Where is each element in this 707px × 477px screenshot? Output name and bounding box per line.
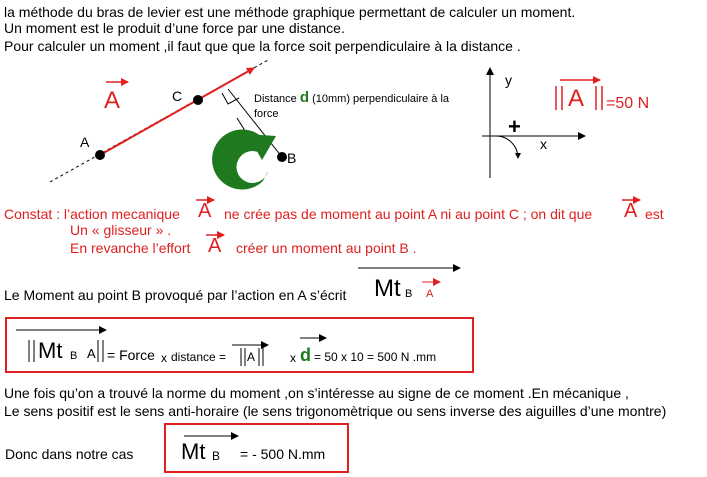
y-axis-label: y xyxy=(505,72,512,88)
trig-arc-icon xyxy=(496,136,518,158)
moment-mt: Mt xyxy=(374,275,401,302)
conclusion-mt: Mt xyxy=(181,439,206,464)
moment-sub-a: A xyxy=(426,288,434,300)
conclusion-value: = - 500 N.mm xyxy=(240,446,326,462)
constat-line-3-prefix: En revanche l’effort xyxy=(70,240,191,256)
sign-line-2: Le sens positif est le sens anti-horaire (le sens trigonomètrique ou sens inverse des aiguilles d’une montre) xyxy=(4,403,667,419)
point-c-label: C xyxy=(172,88,183,104)
force-a-label: A xyxy=(104,87,121,114)
constat-vec-2: A xyxy=(624,200,638,222)
constat-vec-3: A xyxy=(208,235,222,257)
point-a-label: A xyxy=(80,134,90,150)
distance-d-letter: d xyxy=(299,89,310,106)
formula-mt: Mt xyxy=(38,338,63,363)
formula-d: d xyxy=(300,345,311,365)
conclusion-prefix: Donc dans notre cas xyxy=(5,446,134,462)
formula-x1: x xyxy=(161,351,167,365)
intro-line-1: la méthode du bras de levier est une méthode graphique permettant de calculer un moment. xyxy=(4,4,576,20)
constat-prefix: Constat : l’action mecanique xyxy=(4,206,180,222)
right-angle-mark xyxy=(222,93,239,104)
intro-line-3: Pour calculer un moment ,il faut que que la force soit perpendiculaire à la distance . xyxy=(4,38,521,54)
formula-sub-b: B xyxy=(70,350,78,362)
constat-line-2: Un « glisseur » . xyxy=(70,222,172,238)
moment-sub-b: B xyxy=(405,288,413,300)
conclusion-sub-b: B xyxy=(212,449,221,463)
constat-line-3-suffix: créer un moment au point B . xyxy=(236,240,417,256)
distance-caption-line2: force xyxy=(254,108,279,120)
x-axis-label: x xyxy=(540,136,547,152)
formula-result: = 50 x 10 = 500 N .mm xyxy=(314,350,437,364)
sign-line-1: Une fois qu’on a trouvé la norme du moment ,on s’intéresse au signe de ce moment .En mécanique , xyxy=(4,385,629,401)
positive-sign: + xyxy=(508,114,521,139)
constat-middle: ne crée pas de moment au point A ni au point C ; on dit que xyxy=(224,206,593,222)
distance-caption: Distance d (10mm) perpendiculaire à la xyxy=(254,89,450,106)
point-b-label: B xyxy=(287,150,297,166)
constat-suffix: est xyxy=(645,206,664,222)
formula-distance: distance = xyxy=(171,350,227,364)
norm-a-letter: A xyxy=(568,85,585,112)
formula-sub-a: A xyxy=(87,346,96,361)
intro-line-2: Un moment est le produit d’une force par une distance. xyxy=(4,20,345,36)
moment-description: Le Moment au point B provoqué par l’action en A s’écrit xyxy=(4,287,347,303)
formula-force: = Force xyxy=(107,347,155,363)
point-a-dot xyxy=(95,150,105,160)
norm-a-value: =50 N xyxy=(606,95,650,112)
point-c-dot xyxy=(193,95,203,105)
formula-x2: x xyxy=(290,351,296,365)
constat-vec-1: A xyxy=(198,200,212,222)
formula-vec-a: A xyxy=(247,350,256,364)
